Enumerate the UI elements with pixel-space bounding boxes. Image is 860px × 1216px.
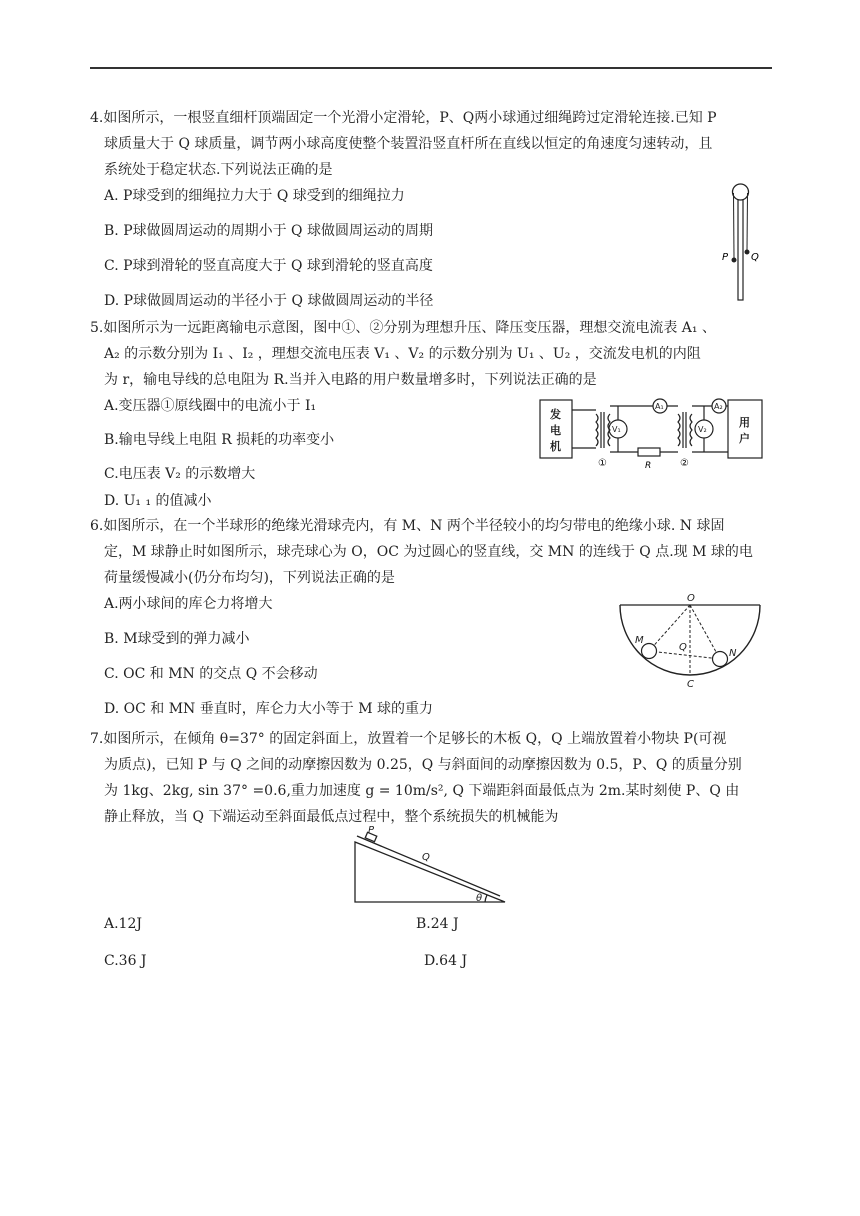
question-text-line: 为 1kg、2kg, sin 37° =0.6,重力加速度 g = 10m/s², Q 下端距斜面最低点为 2m.某时刻使 P、Q 由: [104, 783, 740, 799]
incline-wedge: [355, 842, 505, 902]
question-text-line: 4.如图所示，一根竖直细杆顶端固定一个光滑小定滑轮，P、Q两小球通过细绳跨过定滑轮连接.已知 P: [90, 110, 717, 126]
pulley-rod-figure: [715, 180, 765, 302]
header-rule: [90, 67, 772, 69]
ball-m: [642, 644, 657, 659]
label-n: N: [729, 648, 737, 659]
label-p: P: [368, 826, 375, 836]
question-text-line: 静止释放，当 Q 下端运动至斜面最低点过程中，整个系统损失的机械能为: [104, 809, 559, 825]
option-c[interactable]: C. OC 和 MN 的交点 Q 不会移动: [104, 666, 318, 682]
option-d[interactable]: D.64 J: [424, 953, 468, 969]
option-c[interactable]: C.电压表 V₂ 的示数增大: [104, 466, 256, 482]
label-c: C: [687, 679, 694, 690]
label-q: Q: [679, 642, 687, 653]
angle-arc: [485, 895, 487, 902]
option-b[interactable]: B. M球受到的弹力减小: [104, 631, 250, 647]
user-char: 用: [739, 416, 750, 429]
option-c[interactable]: C.36 J: [104, 953, 147, 969]
question-text-line: A₂ 的示数分别为 I₁ 、I₂ ，理想交流电压表 V₁ 、V₂ 的示数分别为 U₁ 、U₂ ，交流发电机的内阻: [104, 346, 701, 362]
question-text-line: 为质点)，已知 P 与 Q 之间的动摩擦因数为 0.25，Q 与斜面间的动摩擦因数为 0.5，P、Q 的质量分别: [104, 757, 742, 773]
ball-p: [732, 258, 737, 263]
option-b[interactable]: B. P球做圆周运动的周期小于 Q 球做圆周运动的周期: [104, 223, 433, 239]
question-text-line: 球质量大于 Q 球质量，调节两小球高度使整个装置沿竖直杆所在直线以恒定的角速度匀速转动，且: [104, 136, 713, 152]
question-5-stem: [90, 315, 780, 393]
question-text-line: 定，M 球静止时如图所示，球壳球心为 O，OC 为过圆心的竖直线，交 MN 的连线于 Q 点.现 M 球的电: [104, 544, 753, 560]
question-text-line: 7.如图所示，在倾角 θ=37° 的固定斜面上，放置着一个足够长的木板 Q，Q 上端放置着小物块 P(可视: [90, 731, 727, 747]
option-d[interactable]: D. U₁ ₁ 的值减小: [104, 493, 212, 509]
rope-left: [734, 193, 735, 258]
line-on: [690, 605, 720, 659]
question-text-line: 为 r，输电导线的总电阻为 R.当并入电路的用户数量增多时，下列说法正确的是: [104, 372, 597, 388]
transformer-2-label: ②: [680, 458, 689, 469]
ball-n: [713, 652, 728, 667]
question-text-line: 荷量缓慢减小(仍分布均匀)，下列说法正确的是: [104, 570, 395, 586]
option-a[interactable]: A.变压器①原线圈中的电流小于 I₁: [104, 398, 317, 414]
option-a[interactable]: A.两小球间的库仑力将增大: [104, 596, 273, 612]
a1-label: A₁: [655, 402, 664, 411]
generator-char: 机: [550, 440, 561, 453]
rope-right: [747, 193, 748, 250]
ball-q: [745, 250, 750, 255]
v1-label: V₁: [612, 425, 621, 434]
label-o: O: [687, 593, 695, 604]
v2-label: V₂: [698, 425, 707, 434]
question-7-stem: [90, 726, 780, 830]
a2-label: A₂: [714, 402, 723, 411]
label-q: Q: [422, 852, 430, 863]
transformer-1-label: ①: [598, 458, 607, 469]
resistor-label: R: [645, 461, 652, 470]
question-text-line: 系统处于稳定状态.下列说法正确的是: [104, 162, 333, 178]
pulley-wheel: [733, 184, 749, 200]
hemisphere-shell-figure: [615, 590, 765, 690]
option-c[interactable]: C. P球到滑轮的竖直高度大于 Q 球到滑轮的竖直高度: [104, 258, 433, 274]
option-d[interactable]: D. P球做圆周运动的半径小于 Q 球做圆周运动的半径: [104, 293, 434, 309]
question-text-line: 6.如图所示，在一个半球形的绝缘光滑球壳内，有 M、N 两个半径较小的均匀带电的绝缘小球. N 球固: [90, 518, 725, 534]
user-char: 户: [739, 432, 750, 445]
question-text-line: 5.如图所示为一远距离输电示意图，图中①、②分别为理想升压、降压变压器，理想交流电流表 A₁ 、: [90, 320, 716, 336]
incline-figure: [350, 826, 510, 906]
label-p: P: [722, 252, 729, 263]
generator-char: 发: [550, 408, 561, 421]
option-b[interactable]: B.输电导线上电阻 R 损耗的功率变小: [104, 432, 335, 448]
power-transmission-figure: [538, 390, 768, 470]
option-a[interactable]: A. P球受到的细绳拉力大于 Q 球受到的细绳拉力: [104, 188, 405, 204]
option-d[interactable]: D. OC 和 MN 垂直时，库仑力大小等于 M 球的重力: [104, 701, 433, 717]
label-theta: θ: [476, 893, 483, 904]
resistor-r: [638, 448, 660, 456]
option-a[interactable]: A.12J: [104, 916, 142, 932]
question-6-stem: [90, 513, 780, 591]
generator-char: 电: [550, 424, 561, 437]
label-q: Q: [751, 252, 759, 263]
board-q: [357, 836, 500, 896]
user-box: [728, 400, 762, 458]
vertical-rod: [738, 194, 743, 300]
option-b[interactable]: B.24 J: [416, 916, 459, 932]
question-4-stem: [90, 105, 780, 183]
label-m: M: [635, 635, 644, 646]
